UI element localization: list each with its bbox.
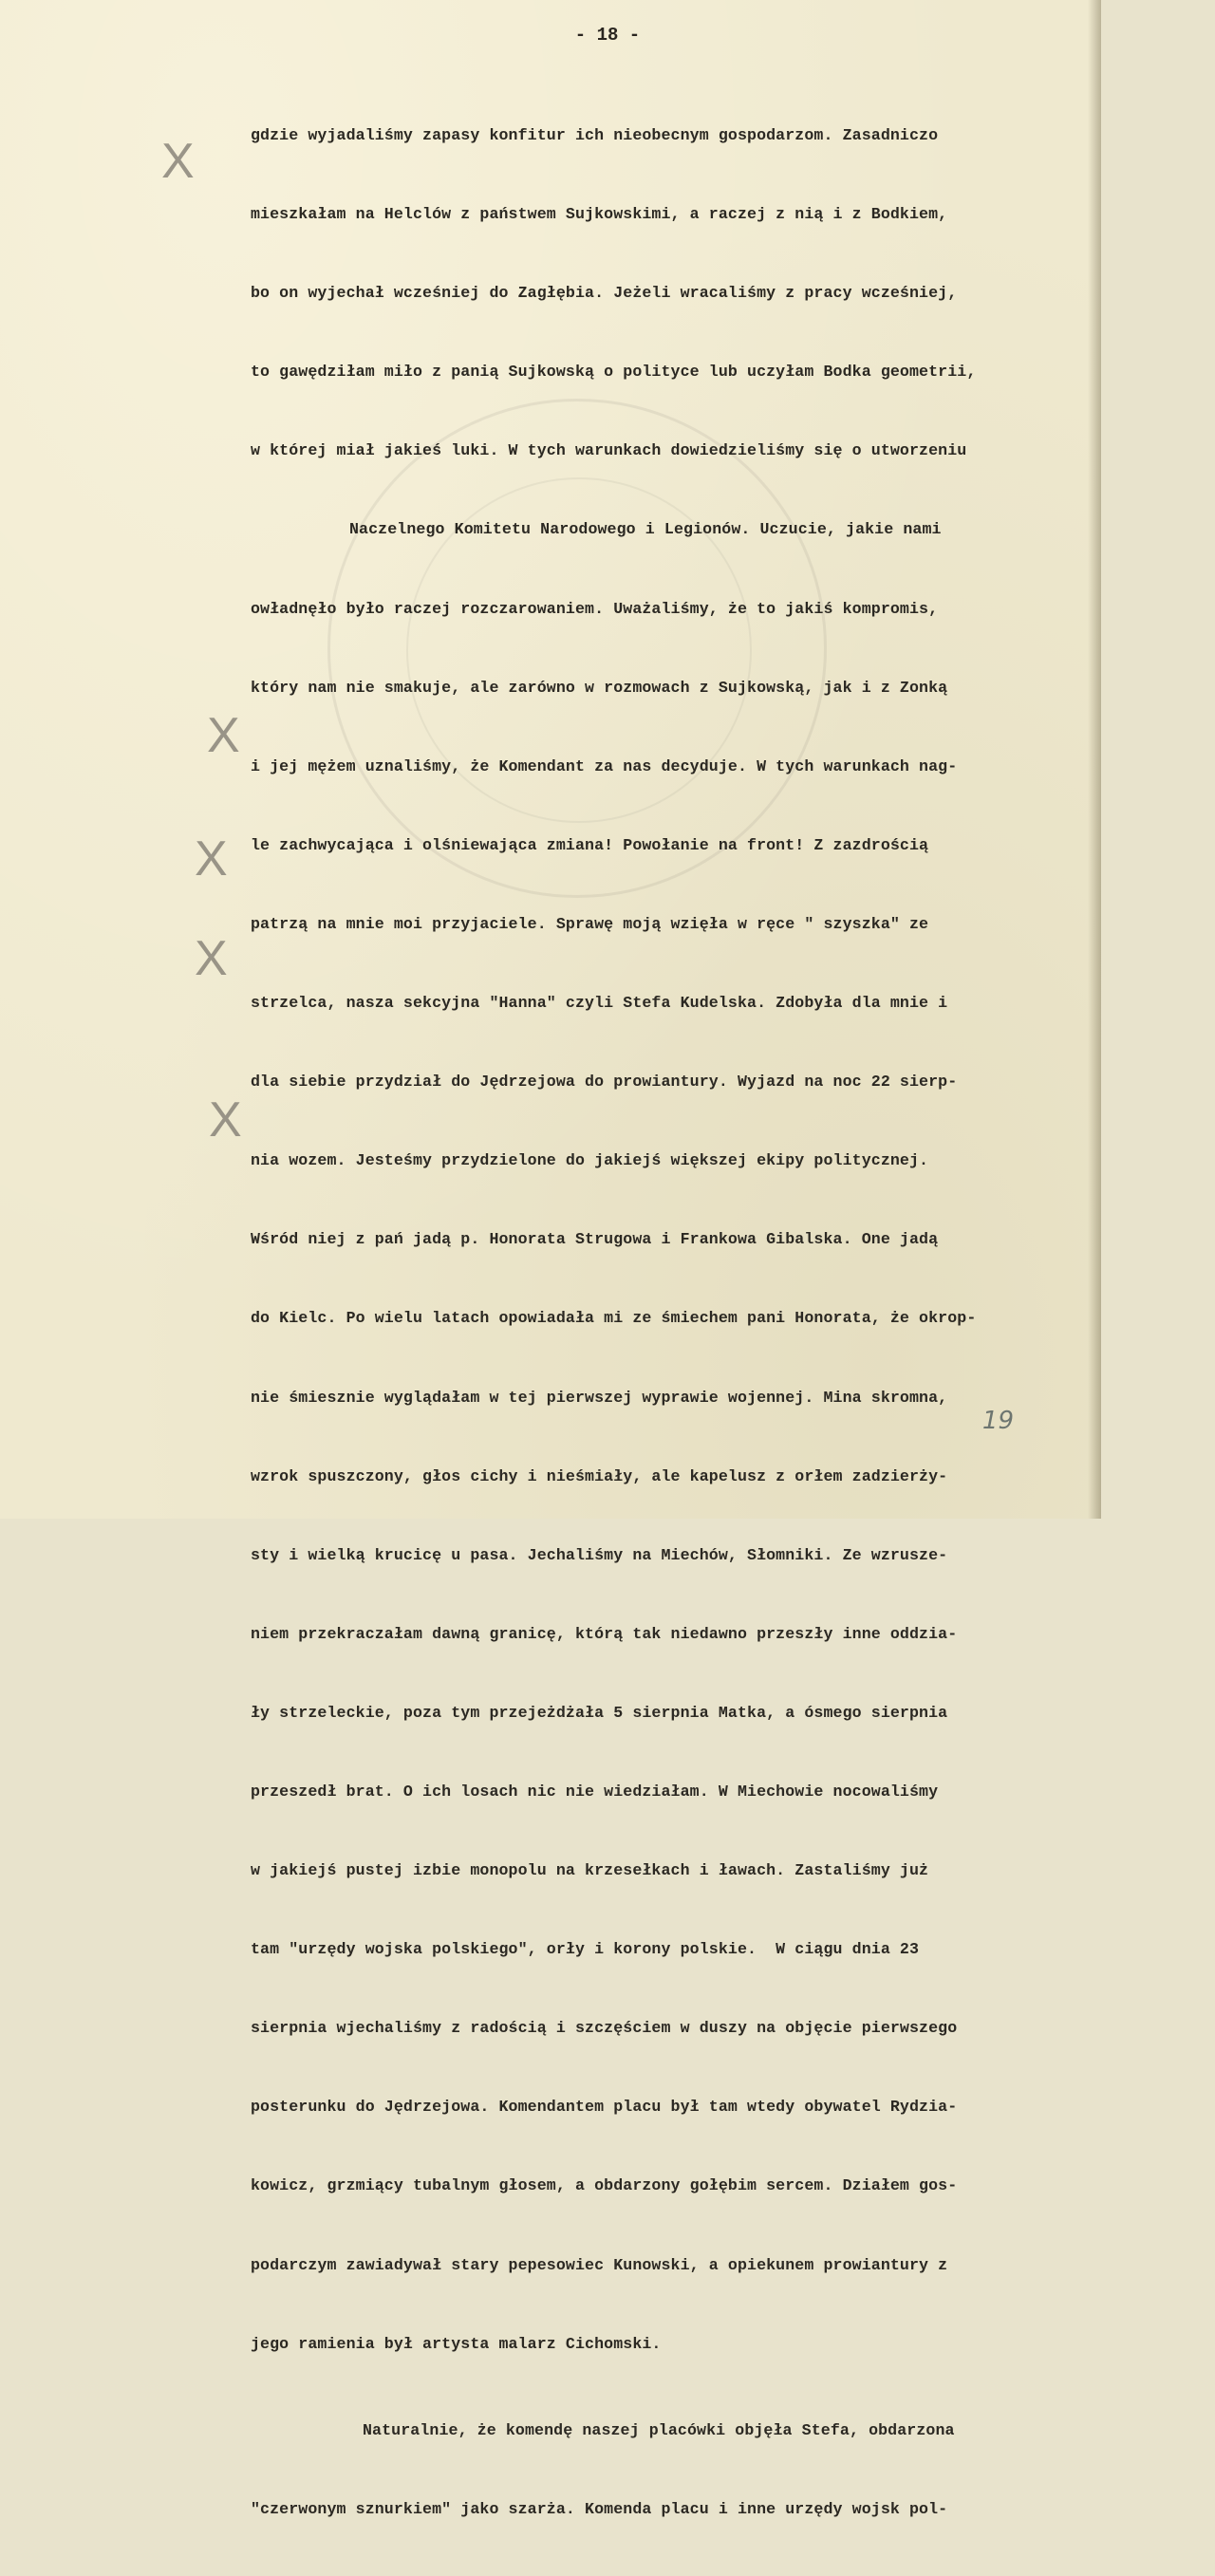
text-line: patrzą na mnie moi przyjaciele. Sprawę moją wzięła w ręce " szyszka" ze (251, 914, 929, 933)
text-line: Naturalnie, że komendę naszej placówki objęła Stefa, obdarzona (363, 2420, 955, 2439)
text-line: owładnęło było raczej rozczarowaniem. Uważaliśmy, że to jakiś kompromis, (251, 599, 939, 618)
margin-x-mark: X (207, 708, 240, 763)
handwritten-page-note: 19 (981, 1407, 1014, 1435)
page-edge-shadow (1088, 0, 1101, 1519)
text-line: w której miał jakieś luki. W tych warunkach dowiedzieliśmy się o utworzeniu (251, 441, 967, 460)
margin-x-mark: X (209, 1092, 242, 1148)
text-line: to gawędziłam miło z panią Sujkowską o polityce lub uczyłam Bodka geometrii, (251, 363, 977, 382)
text-line: sty i wielką krucicę u pasa. Jechaliśmy na Miechów, Słomniki. Ze wzrusze- (251, 1545, 948, 1564)
text-line: posterunku do Jędrzejowa. Komendantem placu był tam wtedy obywatel Rydzia- (251, 2098, 958, 2117)
text-line: wzrok spuszczony, głos cichy i nieśmiały, ale kapelusz z orłem zadzierży- (251, 1466, 948, 1485)
margin-x-mark: X (195, 931, 228, 986)
text-line: tam "urzędy wojska polskiego", orły i korony polskie. W ciągu dnia 23 (251, 1940, 920, 1959)
text-line: dla siebie przydział do Jędrzejowa do prowiantury. Wyjazd na noc 22 sierp- (251, 1073, 958, 1092)
text-line: przeszedł brat. O ich losach nic nie wiedziałam. W Miechowie nocowaliśmy (251, 1782, 939, 1801)
text-line: w jakiejś pustej izbie monopolu na krzesełkach i ławach. Zastaliśmy już (251, 1861, 929, 1880)
typed-body-text (251, 87, 1067, 2576)
text-line: do Kielc. Po wielu latach opowiadała mi ze śmiechem pani Honorata, że okrop- (251, 1309, 977, 1328)
text-line: gdzie wyjadaliśmy zapasy konfitur ich nieobecnym gospodarzom. Zasadniczo (251, 126, 939, 144)
text-line: ły strzeleckie, poza tym przejeżdżała 5 sierpnia Matka, a ósmego sierpnia (251, 1703, 948, 1722)
text-line: podarczym zawiadywał stary pepesowiec Kunowski, a opiekunem prowiantury z (251, 2255, 948, 2274)
text-line: nie śmiesznie wyglądałam w tej pierwszej wyprawie wojennej. Mina skromna, (251, 1388, 948, 1407)
text-line: i jej mężem uznaliśmy, że Komendant za nas decyduje. W tych warunkach nag- (251, 756, 958, 775)
text-line: sierpnia wjechaliśmy z radością i szczęściem w duszy na objęcie pierwszego (251, 2019, 958, 2038)
text-line: niem przekraczałam dawną granicę, którą tak niedawno przeszły inne oddzia- (251, 1624, 958, 1643)
text-line: nia wozem. Jesteśmy przydzielone do jakiejś większej ekipy politycznej. (251, 1151, 929, 1170)
margin-x-mark: X (161, 134, 195, 189)
text-line: bo on wyjechał wcześniej do Zagłębia. Jeżeli wracaliśmy z pracy wcześniej, (251, 284, 958, 303)
text-line: Naczelnego Komitetu Narodowego i Legionów. Uczucie, jakie nami (349, 520, 942, 539)
page-number: - 18 - (574, 25, 641, 46)
text-line: Wśród niej z pań jadą p. Honorata Strugowa i Frankowa Gibalska. One jadą (251, 1230, 939, 1249)
text-line: kowicz, grzmiący tubalnym głosem, a obdarzony gołębim sercem. Działem gos- (251, 2176, 958, 2195)
text-line: strzelca, nasza sekcyjna "Hanna" czyli Stefa Kudelska. Zdobyła dla mnie i (251, 994, 948, 1013)
text-line: "czerwonym sznurkiem" jako szarża. Komenda placu i inne urzędy wojsk pol- (251, 2499, 948, 2518)
margin-x-mark: X (195, 831, 228, 887)
text-line: który nam nie smakuje, ale zarówno w rozmowach z Sujkowską, jak i z Zonką (251, 678, 948, 697)
text-line: jego ramienia był artysta malarz Cichomski. (251, 2334, 662, 2353)
text-line: mieszkałam na Helclów z państwem Sujkowskimi, a raczej z nią i z Bodkiem, (251, 205, 948, 224)
text-line: le zachwycająca i olśniewająca zmiana! Powołanie na front! Z zazdrością (251, 835, 929, 854)
